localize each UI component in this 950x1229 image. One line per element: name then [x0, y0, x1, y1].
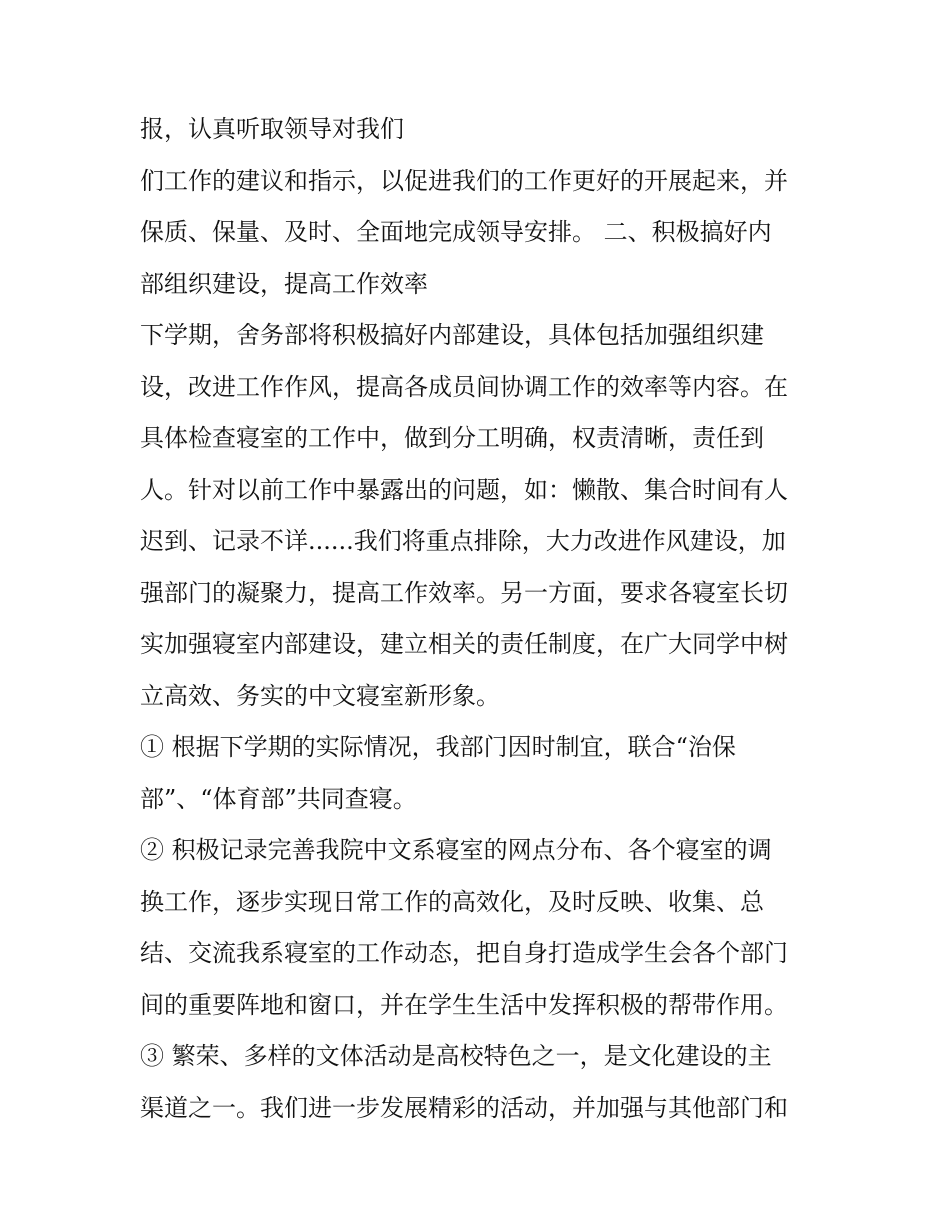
- text-line-16: 换工作，逐步实现日常工作的高效化，及时反映、收集、总: [140, 887, 764, 916]
- text-line-5: 下学期，舍务部将积极搞好内部建设，具体包括加强组织建: [140, 321, 764, 349]
- text-line-1: 报，认真听取领导对我们: [140, 115, 404, 143]
- text-line-14: 部”、“体育部”共同查寝。: [140, 784, 417, 813]
- text-line-9: 迟到、记录不详......我们将重点排除，大力改进作风建设，加: [140, 527, 786, 555]
- text-line-2: 们工作的建议和指示，以促进我们的工作更好的开展起来，并: [140, 166, 788, 195]
- text-line-13: ① 根据下学期的实际情况，我部门因时制宜，联合“治保: [140, 733, 736, 761]
- text-line-17: 结、交流我系寝室的工作动态，把自身打造成学生会各个部门: [140, 939, 788, 967]
- text-line-11: 实加强寝室内部建设，建立相关的责任制度，在广大同学中树: [140, 630, 788, 658]
- text-line-19: ③ 繁荣、多样的文体活动是高校特色之一，是文化建设的主: [140, 1042, 772, 1070]
- text-line-4: 部组织建设，提高工作效率: [140, 269, 428, 298]
- text-line-10: 强部门的凝聚力，提高工作效率。另一方面，要求各寝室长切: [140, 578, 788, 607]
- text-line-8: 人。针对以前工作中暴露出的问题，如：懒散、集合时间有人: [140, 475, 788, 504]
- text-line-7: 具体检查寝室的工作中，做到分工明确，权责清晰，责任到: [140, 424, 764, 452]
- text-line-12: 立高效、务实的中文寝室新形象。: [140, 681, 500, 710]
- text-line-15: ② 积极记录完善我院中文系寝室的网点分布、各个寝室的调: [140, 836, 772, 864]
- text-line-18: 间的重要阵地和窗口，并在学生生活中发挥积极的帮带作用。: [140, 990, 788, 1019]
- text-line-6: 设，改进工作作风，提高各成员间协调工作的效率等内容。在: [140, 372, 788, 401]
- document-body: [140, 104, 820, 1134]
- text-line-20: 渠道之一。我们进一步发展精彩的活动，并加强与其他部门和: [140, 1093, 788, 1122]
- text-line-3: 保质、保量、及时、全面地完成领导安排。 二、积极搞好内: [140, 218, 772, 246]
